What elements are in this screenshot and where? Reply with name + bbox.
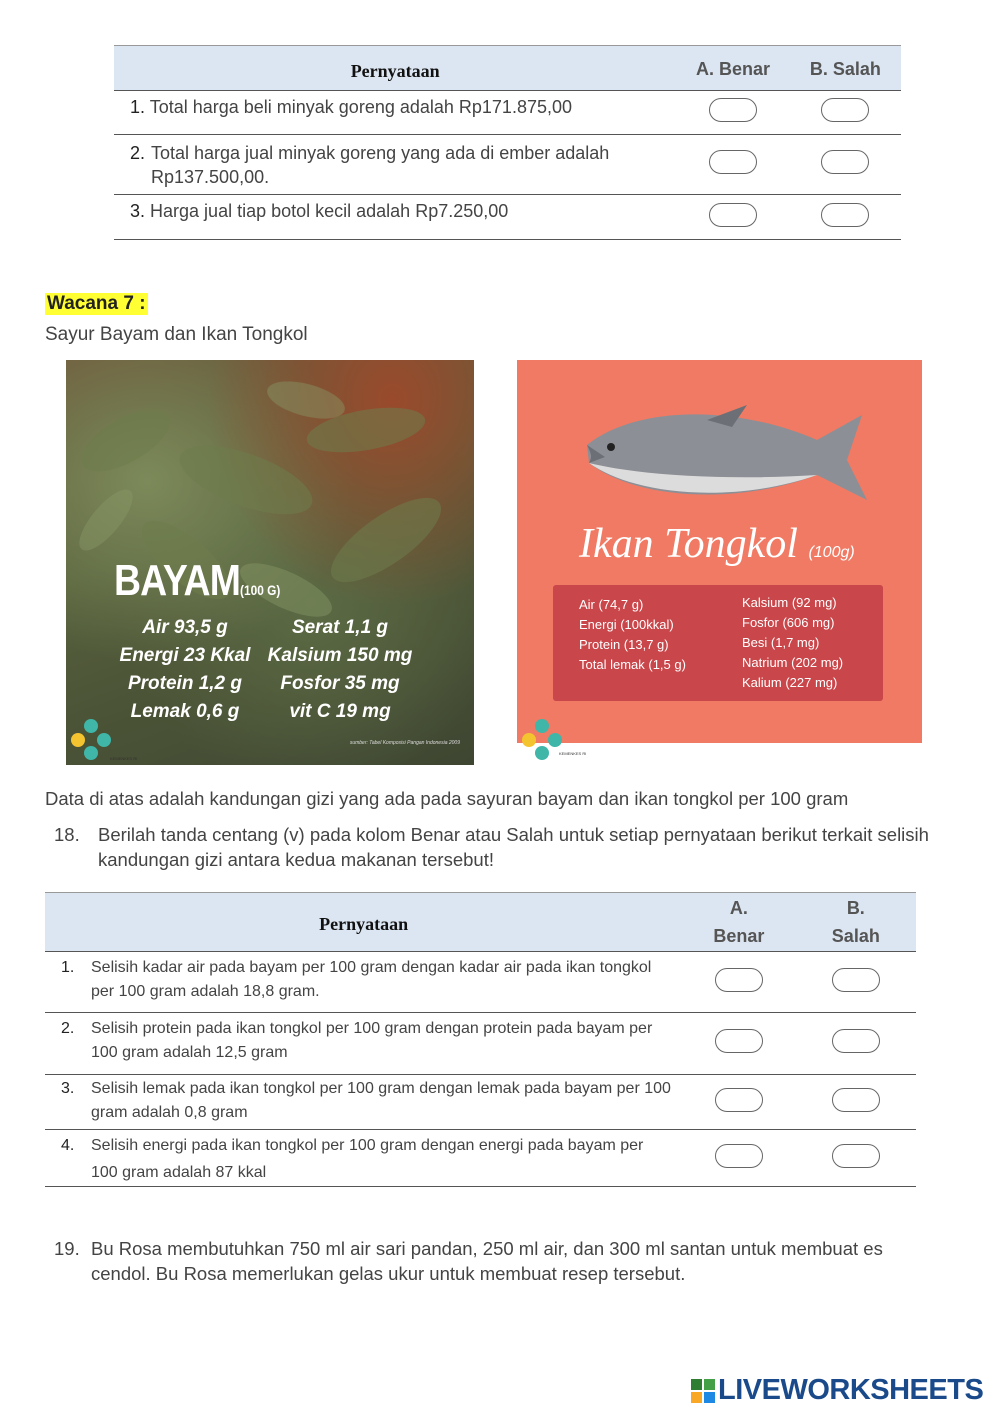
option-benar-radio[interactable]: [715, 968, 763, 992]
nutrient-value: Total lemak (1,5 g): [579, 657, 686, 672]
nutrient-value: Serat 1,1 g: [291, 617, 389, 638]
option-salah-radio[interactable]: [832, 1088, 880, 1112]
intro-text: Data di atas adalah kandungan gizi yang ada pada sayuran bayam dan ikan tongkol per 100 gram: [45, 788, 849, 809]
row-number: 3.: [130, 201, 146, 221]
header-salah: [796, 893, 916, 952]
table-row: [45, 1075, 916, 1130]
row-statement: Total harga beli minyak goreng adalah Rp171.875,00: [149, 97, 572, 117]
option-salah-radio[interactable]: [821, 203, 869, 227]
nutrient-value: Air 93,5 g: [142, 617, 228, 638]
wacana-subtitle: Sayur Bayam dan Ikan Tongkol: [45, 324, 308, 345]
kemenkes-logo-icon: [68, 716, 114, 762]
row-number: 2.: [61, 1020, 75, 1037]
question-19: [54, 1236, 944, 1286]
nutrient-value: Fosfor 35 mg: [280, 673, 400, 694]
header-salah: B. Salah: [790, 46, 901, 91]
wacana-label: Wacana 7 :: [47, 293, 146, 314]
row-statement: Total harga jual minyak goreng yang ada di ember adalah Rp137.500,00.: [151, 143, 610, 187]
row-number: 1.: [61, 959, 75, 976]
row-statement: Selisih kadar air pada bayam per 100 gram dengan kadar air pada ikan tongkol per 100 gram adalah 18,8 gram.: [91, 959, 652, 1000]
nutrient-value: Natrium (202 mg): [742, 655, 844, 670]
option-benar-radio[interactable]: [715, 1088, 763, 1112]
row-number: 3.: [61, 1080, 75, 1097]
bayam-org: KEMENKES RI: [110, 756, 138, 761]
question-number: 19.: [54, 1238, 80, 1259]
header-statement: Pernyataan: [114, 46, 676, 91]
tongkol-org: KEMENKES RI: [559, 751, 587, 756]
option-salah-radio[interactable]: [821, 98, 869, 122]
nutrient-value: Energi 23 Kkal: [119, 645, 251, 666]
statement-table-1: [114, 45, 901, 240]
nutrient-value: Fosfor (606 mg): [742, 615, 835, 630]
header-benar: A. Benar: [676, 46, 789, 91]
tongkol-nutrients-left: [579, 595, 686, 675]
liveworksheets-logo: [690, 1374, 983, 1407]
nutrient-value: vit C 19 mg: [289, 701, 391, 722]
table-row: [45, 952, 916, 1013]
table-row: [114, 135, 901, 195]
option-benar-radio[interactable]: [709, 98, 757, 122]
table-row: [45, 1013, 916, 1075]
tongkol-nutrition-image: [517, 360, 922, 765]
bayam-unit: (100 G): [240, 582, 281, 598]
nutrient-value: Kalsium (92 mg): [742, 595, 837, 610]
tongkol-footer-strip: [517, 743, 922, 765]
row-statement: Selisih lemak pada ikan tongkol per 100 gram dengan lemak pada bayam per 100 gram adalah 0,8 gram: [91, 1080, 671, 1121]
tongkol-nutrients-right: [742, 593, 843, 693]
header-salah-letter: B.: [846, 898, 865, 918]
question-18: [54, 822, 954, 872]
bayam-source: sumber: Tabel Komposisi Pangan Indonesia 2009: [349, 740, 460, 746]
bayam-title: BAYAM: [114, 556, 241, 605]
nutrient-value: Protein 1,2 g: [127, 673, 243, 694]
liveworksheets-logo-icon: [690, 1378, 716, 1404]
option-benar-radio[interactable]: [709, 203, 757, 227]
tongkol-unit: (100g): [808, 544, 855, 561]
row-number: 2.: [130, 143, 146, 163]
header-benar: [682, 893, 795, 952]
question-number: 18.: [54, 824, 80, 845]
option-salah-radio[interactable]: [832, 968, 880, 992]
tongkol-nutrient-box: [553, 585, 883, 701]
option-salah-radio[interactable]: [832, 1029, 880, 1053]
nutrient-value: Protein (13,7 g): [579, 637, 669, 652]
row-number: 1.: [130, 97, 146, 117]
nutrient-value: Energi (100kkal): [579, 617, 674, 632]
option-benar-radio[interactable]: [715, 1144, 763, 1168]
row-statement: Selisih protein pada ikan tongkol per 100 gram dengan protein pada bayam per 100 gram adalah 12,5 gram: [91, 1020, 653, 1061]
table-row: [114, 195, 901, 240]
row-statement: Selisih energi pada ikan tongkol per 100 gram dengan energi pada bayam per 100 gram adalah 87 kkal: [91, 1137, 644, 1181]
statement-table-2: [45, 892, 916, 1187]
nutrient-value: Lemak 0,6 g: [130, 701, 240, 722]
nutrient-value: Kalium (227 mg): [742, 675, 838, 690]
option-benar-radio[interactable]: [715, 1029, 763, 1053]
nutrient-value: Air (74,7 g): [579, 597, 644, 612]
option-salah-radio[interactable]: [832, 1144, 880, 1168]
row-statement: Harga jual tiap botol kecil adalah Rp7.250,00: [150, 201, 509, 221]
header-benar-letter: A.: [729, 898, 748, 918]
row-number: 4.: [61, 1137, 75, 1154]
bayam-nutrients-right: [260, 614, 420, 726]
nutrient-value: Besi (1,7 mg): [742, 635, 820, 650]
bayam-nutrition-image: [66, 360, 474, 765]
header-statement: Pernyataan: [45, 893, 682, 952]
question-text: Bu Rosa membutuhkan 750 ml air sari pandan, 250 ml air, dan 300 ml santan untuk membuat es cendol. Bu Rosa memerlukan gelas ukur untuk membuat resep tersebut.: [91, 1238, 883, 1284]
header-benar-label: Benar: [713, 926, 765, 946]
kemenkes-logo-icon: [519, 716, 565, 762]
table-row: [45, 1130, 916, 1187]
question-text: Berilah tanda centang (v) pada kolom Benar atau Salah untuk setiap pernyataan berikut terkait selisih kandungan gizi antara kedua makanan tersebut!: [98, 824, 929, 870]
option-salah-radio[interactable]: [821, 150, 869, 174]
option-benar-radio[interactable]: [709, 150, 757, 174]
bayam-nutrients-left: [110, 614, 260, 726]
brand-name: LIVEWORKSHEETS: [718, 1374, 984, 1406]
tongkol-title: Ikan Tongkol: [579, 521, 798, 567]
header-salah-label: Salah: [831, 926, 880, 946]
nutrient-value: Kalsium 150 mg: [267, 645, 413, 666]
table-row: [114, 91, 901, 135]
